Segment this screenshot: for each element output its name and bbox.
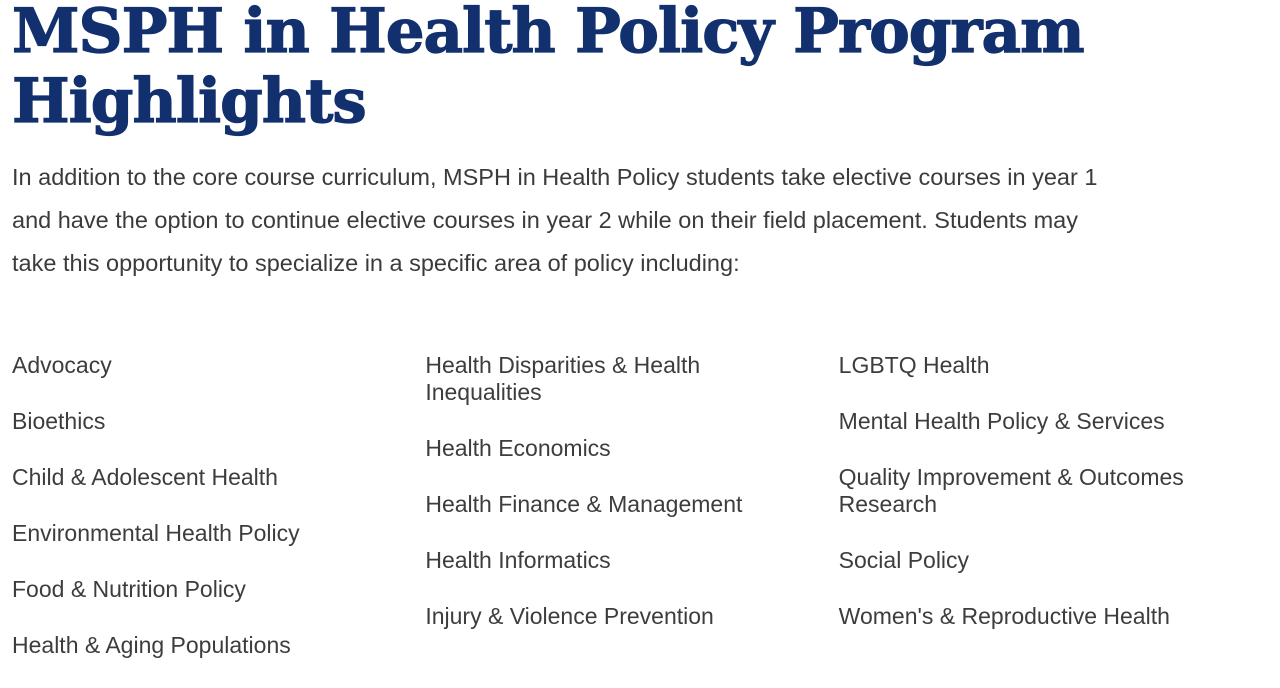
intro-line-3: take this opportunity to specialize in a specific area of policy including: <box>12 250 740 276</box>
list-item: Health Finance & Management <box>425 491 743 517</box>
list-item: Injury & Violence Prevention <box>425 603 714 629</box>
list-item: LGBTQ Health <box>838 352 990 378</box>
intro-paragraph <box>12 156 1242 285</box>
intro-line-1: In addition to the core course curriculum, MSPH in Health Policy students take elective courses in year 1 <box>12 164 1098 190</box>
list-item: Health Disparities & Health Inequalities <box>425 352 701 405</box>
list-item: Quality Improvement & Outcomes Research <box>838 464 1184 517</box>
list-item: Child & Adolescent Health <box>12 464 278 490</box>
list-item: Health & Aging Populations <box>12 632 291 658</box>
list-item: Health Informatics <box>425 547 611 573</box>
list-item: Women's & Reproductive Health <box>838 603 1170 629</box>
policy-areas-column-3 <box>839 352 1252 688</box>
list-item: Environmental Health Policy <box>12 520 300 546</box>
policy-areas-column-1 <box>12 352 425 688</box>
page-title <box>12 0 1252 137</box>
page-title-line-2: Highlights <box>12 66 366 137</box>
policy-areas-list <box>12 352 1252 688</box>
policy-areas-column-2 <box>425 352 838 688</box>
page-title-line-1: MSPH in Health Policy Program <box>12 0 1084 67</box>
list-item: Bioethics <box>12 408 106 434</box>
intro-line-2: and have the option to continue elective courses in year 2 while on their field placement. Students may <box>12 207 1078 233</box>
list-item: Advocacy <box>12 352 112 378</box>
list-item: Mental Health Policy & Services <box>838 408 1165 434</box>
list-item: Social Policy <box>838 547 970 573</box>
list-item: Food & Nutrition Policy <box>12 576 246 602</box>
list-item: Health Economics <box>425 435 611 461</box>
program-highlights-section <box>12 0 1252 658</box>
